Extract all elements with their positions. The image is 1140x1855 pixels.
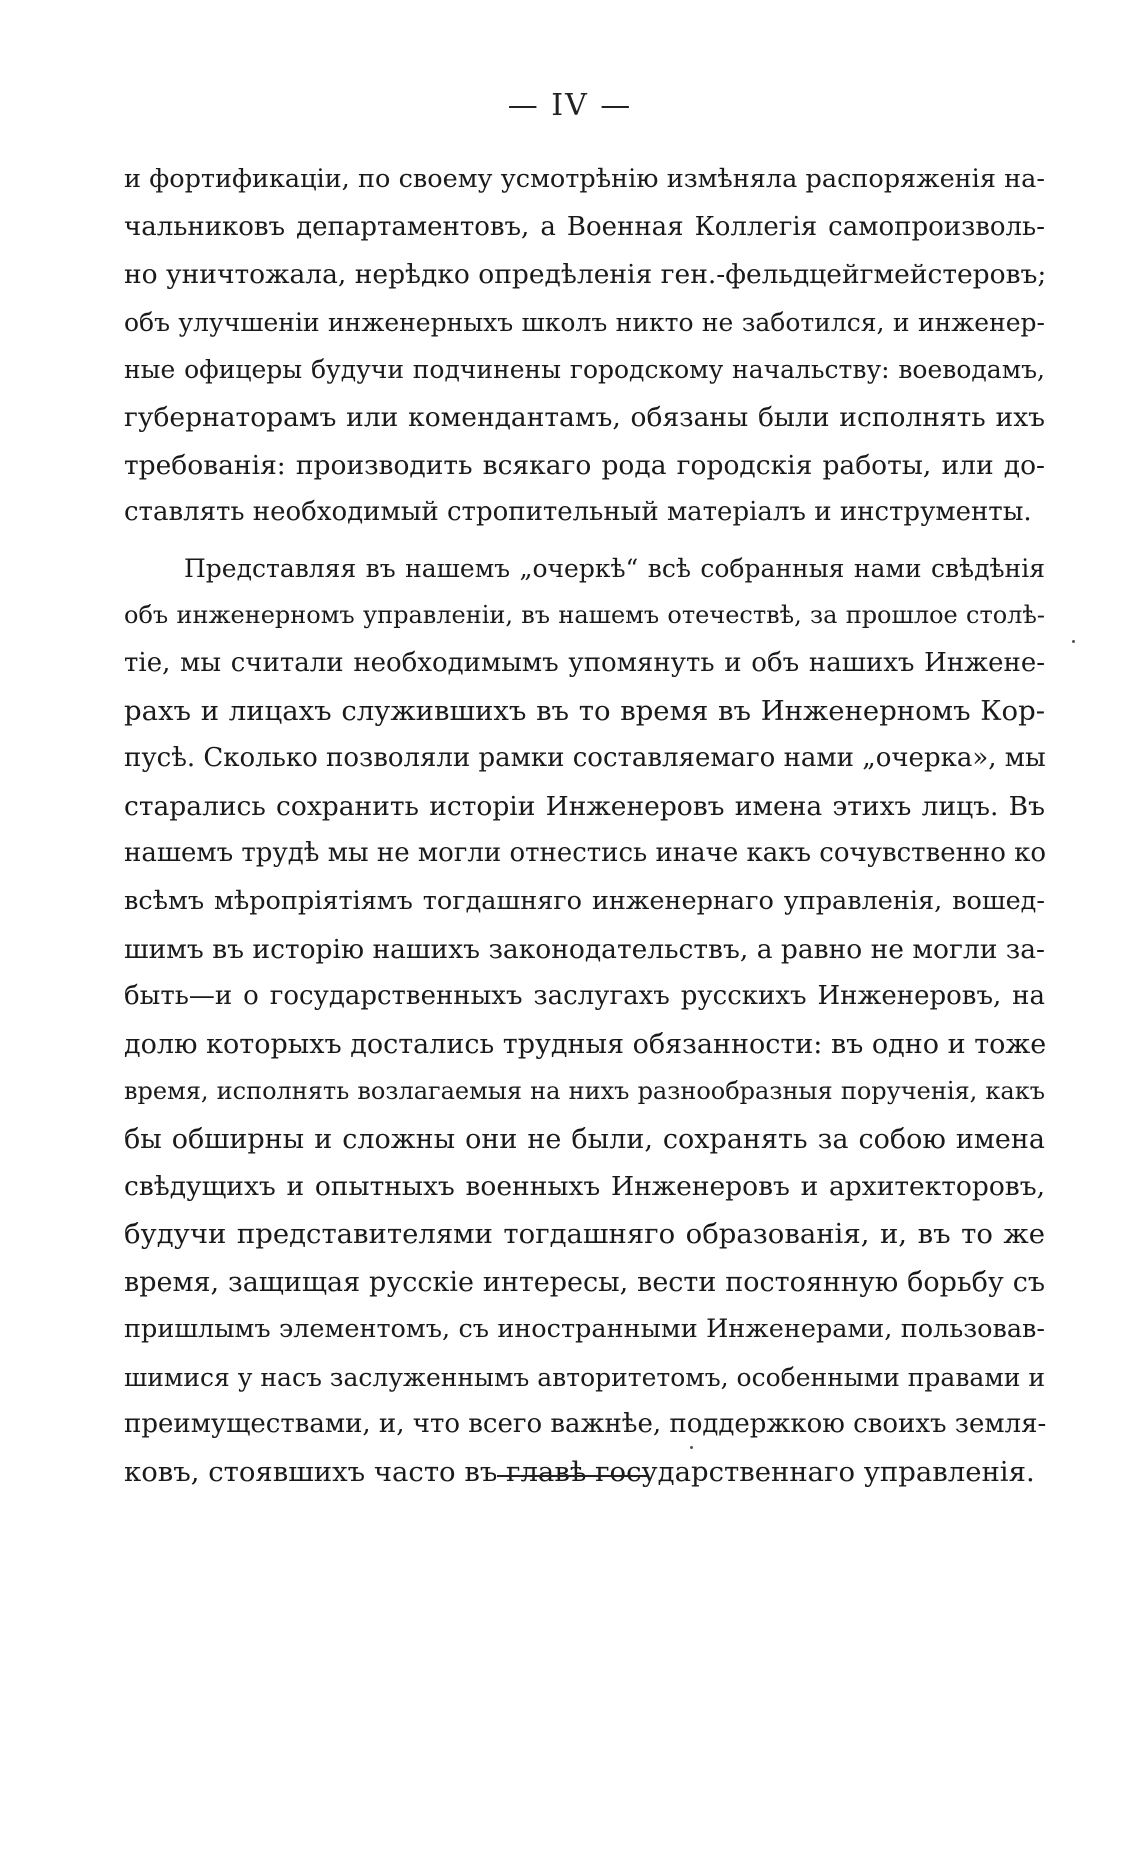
text-line: пришлымъ элементомъ, съ иностранными Инженерами, пользовав- bbox=[124, 1314, 1045, 1345]
text-line: быть—и о государственныхъ заслугахъ русскихъ Инженеровъ, на bbox=[124, 981, 1045, 1012]
scan-speck bbox=[690, 1446, 693, 1449]
text-line: рахъ и лицахъ служившихъ въ то время въ Инженерномъ Кор- bbox=[124, 694, 1045, 727]
text-line: время, исполнять возлагаемыя на нихъ разнообразныя порученія, какъ bbox=[124, 1077, 1045, 1106]
text-line: пусѣ. Сколько позволяли рамки составляемаго нами „очерка», мы bbox=[124, 743, 1046, 774]
text-line: долю которыхъ достались трудныя обязанности: въ одно и тоже bbox=[124, 1028, 1047, 1060]
text-line: свѣдущихъ и опытныхъ военныхъ Инженеровъ и архитекторовъ, bbox=[124, 1171, 1045, 1203]
text-line: чальниковъ департаментовъ, а Военная Коллегія самопроизволь- bbox=[124, 211, 1045, 242]
paragraph-2 bbox=[124, 545, 1045, 1497]
text-line: требованія: производить всякаго рода городскія работы, или до- bbox=[124, 449, 1045, 481]
paragraph-1 bbox=[124, 156, 1045, 537]
text-line: ные офицеры будучи подчинены городскому начальству: воеводамъ, bbox=[124, 355, 1045, 385]
end-rule bbox=[497, 1475, 647, 1477]
scan-speck bbox=[1072, 640, 1075, 643]
text-line: и фортификаціи, по своему усмотрѣнію измѣняла распоряженія на- bbox=[124, 164, 1045, 194]
text-line: объ инженерномъ управленіи, въ нашемъ отечествѣ, за прошлое столѣ- bbox=[124, 601, 1045, 630]
text-line: но уничтожала, нерѣдко опредѣленія ген.-фельдцейгмейстеровъ; bbox=[124, 259, 1047, 291]
text-line: шимися у насъ заслуженнымъ авторитетомъ, особенными правами и bbox=[124, 1362, 1046, 1392]
text-line: время, защищая русскіе интересы, вести постоянную борьбу съ bbox=[124, 1266, 1045, 1298]
text-line: ставлять необходимый стропительный матеріалъ и инструменты. bbox=[124, 497, 1032, 528]
text-line: объ улучшеніи инженерныхъ школъ никто не заботился, и инженер- bbox=[124, 307, 1045, 337]
text-line: Представляя въ нашемъ „очеркѣ“ всѣ собранныя нами свѣдѣнія bbox=[184, 553, 1045, 583]
text-line: ковъ, стоявшихъ часто въ главѣ государственнаго управленія. bbox=[124, 1456, 1035, 1489]
text-line: губернаторамъ или комендантамъ, обязаны были исполнять ихъ bbox=[124, 401, 1045, 433]
text-line: всѣмъ мѣропріятіямъ тогдашняго инженернаго управленія, вошед- bbox=[124, 885, 1045, 916]
text-line: нашемъ трудѣ мы не могли отнестись иначе какъ сочувственно ко bbox=[124, 838, 1047, 869]
text-line: старались сохранить исторіи Инженеровъ имена этихъ лицъ. Въ bbox=[124, 790, 1045, 822]
text-line: бы обширны и сложны они не были, сохранять за собою имена bbox=[124, 1123, 1045, 1155]
text-line: тіе, мы считали необходимымъ упомянуть и объ нашихъ Инжене- bbox=[124, 647, 1045, 678]
text-line: шимъ въ исторію нашихъ законодательствъ, а равно не могли за- bbox=[124, 933, 1045, 965]
body-text bbox=[124, 156, 1045, 1497]
page-number: — IV — bbox=[507, 88, 633, 123]
text-line: будучи представителями тогдашняго образованія, и, въ то же bbox=[124, 1218, 1045, 1251]
paragraph-spacer bbox=[124, 537, 1045, 545]
text-line: преимуществами, и, что всего важнѣе, поддержкою своихъ земля- bbox=[124, 1409, 1047, 1440]
